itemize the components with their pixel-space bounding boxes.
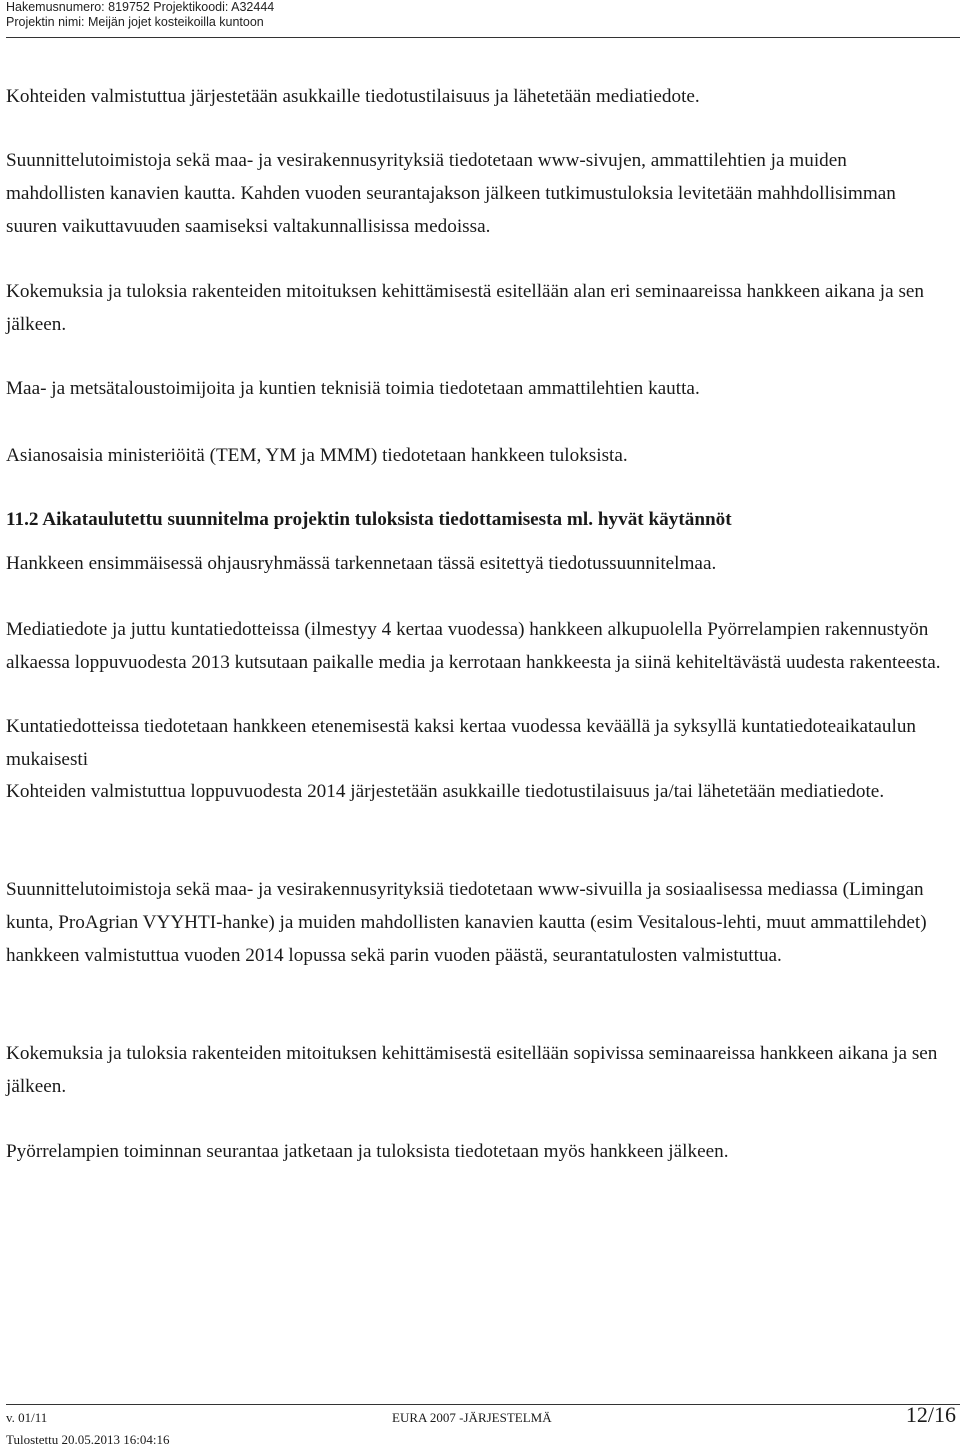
header-application-info: Hakemusnumero: 819752 Projektikoodi: A32444 bbox=[6, 0, 275, 14]
paragraph-2: Suunnittelutoimistoja sekä maa- ja vesirakennusyrityksiä tiedotetaan www-sivujen, ammattilehtien ja muiden mahdollisten kanavien kautta. Kahden vuoden seurantajakson jälkeen tutkimustuloksia levitetään mahhdollisimman suuren vaikuttavuuden saamiseksi valtakunnallisissa medoissa. bbox=[6, 150, 896, 237]
footer-version: v. 01/11 bbox=[6, 1410, 48, 1425]
paragraph-7: Mediatiedote ja juttu kuntatiedotteissa (ilmestyy 4 kertaa vuodessa) hankkeen alkupuolella Pyörrelampien rakennustyön alkaessa loppuvuodesta 2013 kutsutaan paikalle media ja kerrotaan hankkeesta ja siinä kehiteltävästä uudesta rakenteesta. bbox=[6, 619, 941, 673]
paragraph-8: Kuntatiedotteissa tiedotetaan hankkeen etenemisestä kaksi kertaa vuodessa keväällä ja syksyllä kuntatiedoteaikataulun mukaisesti bbox=[6, 716, 917, 770]
footer-system-name: EURA 2007 -JÄRJESTELMÄ bbox=[392, 1410, 552, 1425]
paragraph-6: Hankkeen ensimmäisessä ohjausryhmässä tarkennetaan tässä esitettyä tiedotussuunnitelmaa. bbox=[6, 553, 717, 574]
footer-page-number: 12/16 bbox=[905, 1402, 956, 1427]
paragraph-1: Kohteiden valmistuttua järjestetään asukkaille tiedotustilaisuus ja lähetetään mediatiedote. bbox=[6, 86, 700, 107]
footer-printed-timestamp: Tulostettu 20.05.2013 16:04:16 bbox=[6, 1432, 170, 1447]
header-divider bbox=[6, 37, 960, 38]
paragraph-3: Kokemuksia ja tuloksia rakenteiden mitoituksen kehittämisestä esitellään alan eri seminaareissa hankkeen aikana ja sen jälkeen. bbox=[6, 281, 925, 335]
paragraph-4: Maa- ja metsätaloustoimijoita ja kuntien teknisiä toimia tiedotetaan ammattilehtien kautta. bbox=[6, 378, 700, 399]
section-heading: 11.2 Aikataulutettu suunnitelma projektin tuloksista tiedottamisesta ml. hyvät käytännöt bbox=[6, 509, 732, 530]
paragraph-12: Pyörrelampien toiminnan seurantaa jatketaan ja tuloksista tiedotetaan myös hankkeen jälkeen. bbox=[6, 1141, 729, 1162]
header-project-name: Projektin nimi: Meijän jojet kosteikoilla kuntoon bbox=[6, 15, 264, 29]
paragraph-10: Suunnittelutoimistoja sekä maa- ja vesirakennusyrityksiä tiedotetaan www-sivuilla ja sosiaalisessa mediassa (Limingan kunta, ProAgrian VYYHTI-hanke) ja muiden mahdollisten kanavien kautta (esim Vesitalous-lehti, muut ammattilehdet) hankkeen valmistuttua vuoden 2014 lopussa sekä parin vuoden päästä, seurantatulosten valmistuttua. bbox=[6, 879, 927, 966]
paragraph-9: Kohteiden valmistuttua loppuvuodesta 2014 järjestetään asukkaille tiedotustilaisuus ja/tai lähetetään mediatiedote. bbox=[6, 781, 885, 802]
footer-divider bbox=[6, 1404, 960, 1405]
paragraph-11: Kokemuksia ja tuloksia rakenteiden mitoituksen kehittämisestä esitellään sopivissa seminaareissa hankkeen aikana ja sen jälkeen. bbox=[6, 1043, 938, 1097]
paragraph-5: Asianosaisia ministeriöitä (TEM, YM ja MMM) tiedotetaan hankkeen tuloksista. bbox=[6, 445, 628, 466]
